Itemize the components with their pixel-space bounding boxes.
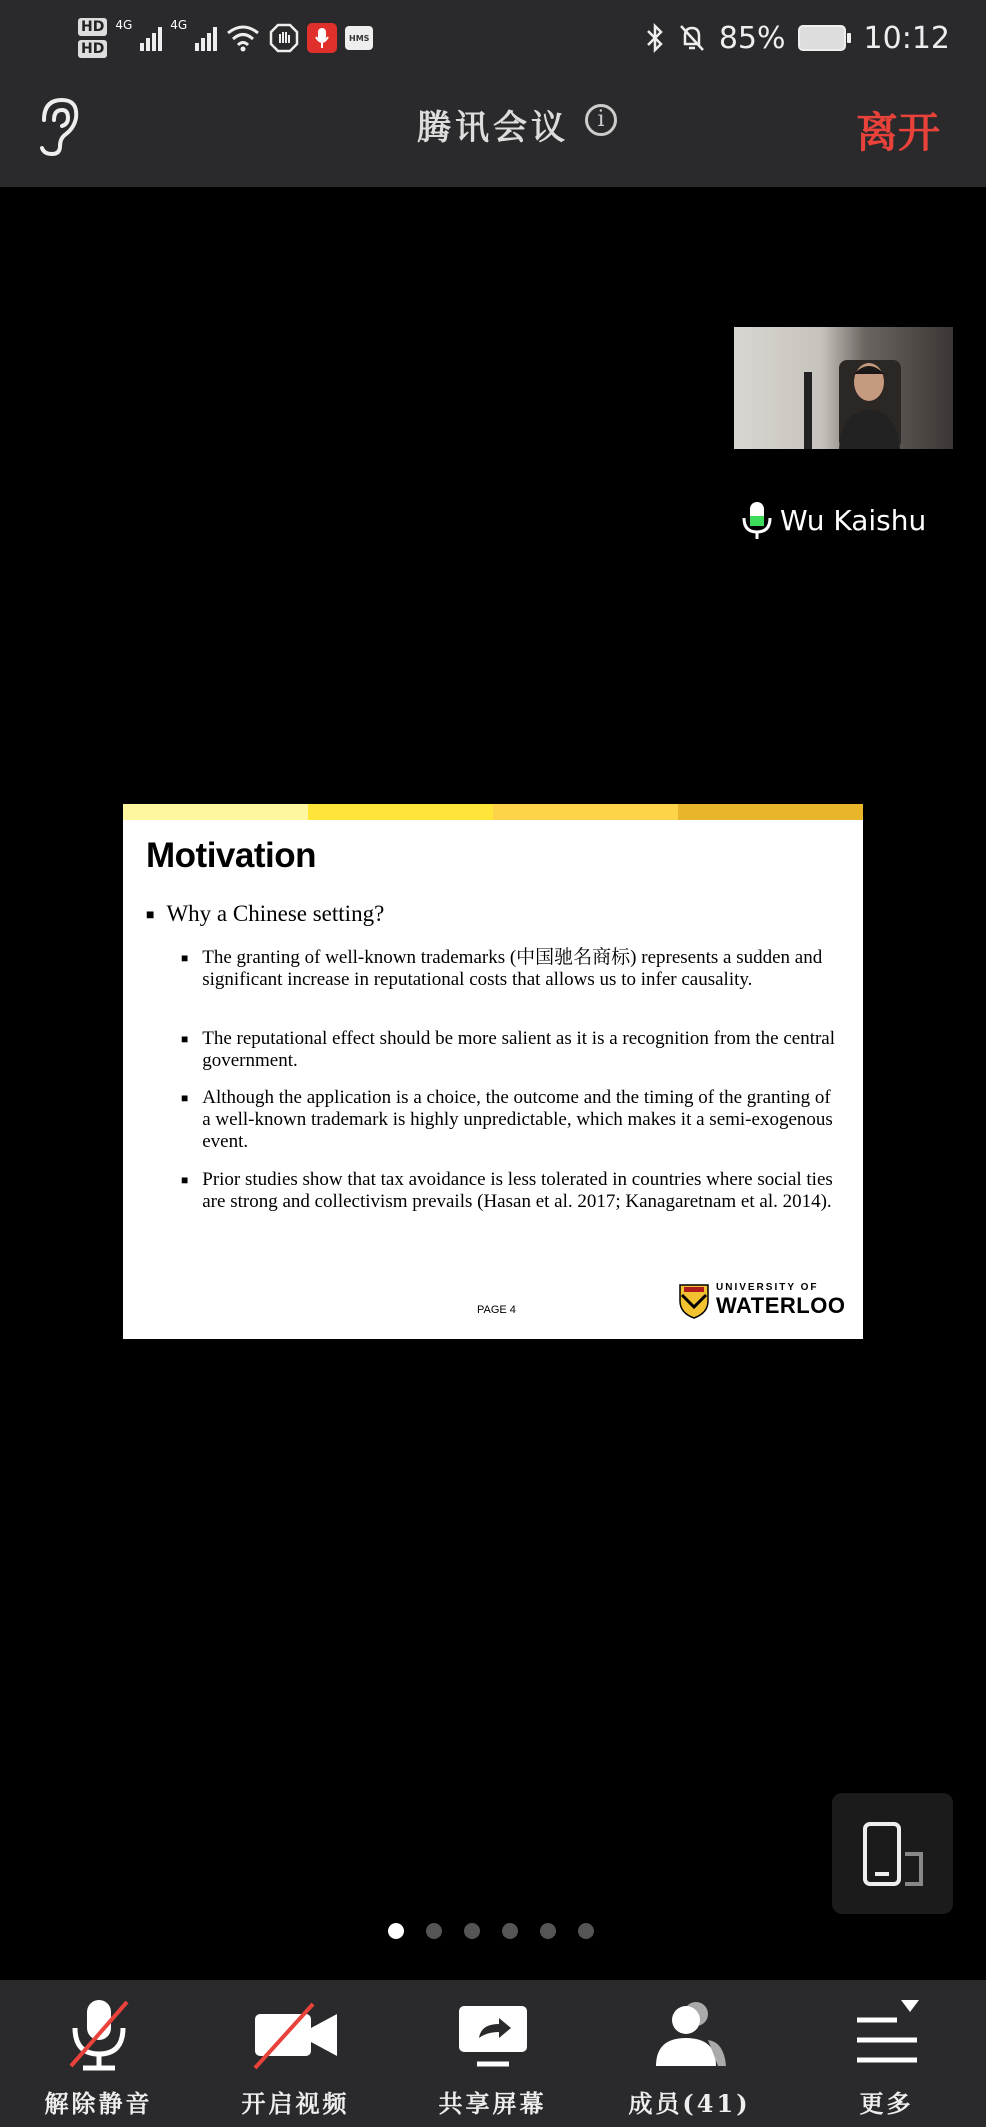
unmute-button[interactable] xyxy=(0,1980,197,2127)
camera-off-icon xyxy=(251,1994,341,2074)
hand-icon xyxy=(269,23,299,53)
shared-slide xyxy=(123,804,863,1339)
signal-icon xyxy=(195,25,217,51)
mic-recording-icon xyxy=(307,23,337,53)
hms-icon: HMS xyxy=(345,26,373,50)
switch-device-button[interactable] xyxy=(832,1793,953,1914)
stripe-segment xyxy=(123,804,308,820)
page-dot[interactable] xyxy=(464,1923,480,1939)
share-screen-label: 共享屏幕 xyxy=(438,2089,547,2118)
slide-bullet: ■ Why a Chinese setting? xyxy=(146,901,384,931)
bell-muted-icon xyxy=(677,22,707,54)
participant-avatar-image xyxy=(834,352,904,449)
slide-sub-bullet: ■ Prior studies show that tax avoidance is less tolerated in countries where social ties are strong and collectivism prevails (Hasan et al. 2017; Kanagaretnam et al. 2014). xyxy=(181,1169,841,1213)
hd-badge-2: HD xyxy=(78,40,107,58)
page-indicator xyxy=(388,1923,594,1939)
leave-button[interactable]: 离开 xyxy=(855,108,940,157)
bottom-toolbar xyxy=(0,1980,986,2127)
members-icon xyxy=(650,1994,730,2074)
wifi-icon xyxy=(225,23,261,53)
stripe-segment xyxy=(308,804,493,820)
hd-badge-1: HD xyxy=(78,18,107,36)
share-screen-button[interactable] xyxy=(394,1980,591,2127)
info-icon[interactable]: i xyxy=(585,104,617,136)
slide-title: Motivation xyxy=(146,836,316,875)
status-left-icons xyxy=(78,10,373,66)
battery-percent: 85% xyxy=(718,20,786,56)
page-dot[interactable] xyxy=(388,1923,404,1939)
network-type-2: 4G xyxy=(170,18,188,32)
slide-bullet-text: Why a Chinese setting? xyxy=(166,901,385,926)
more-label: 更多 xyxy=(859,2089,914,2118)
page-dot[interactable] xyxy=(578,1923,594,1939)
sub-bullet-text: The reputational effect should be more salient as it is a recognition from the central government. xyxy=(202,1028,836,1071)
battery-icon xyxy=(798,25,846,51)
bluetooth-icon xyxy=(645,22,665,54)
slide-top-stripe xyxy=(123,804,863,820)
page-dot[interactable] xyxy=(540,1923,556,1939)
more-button[interactable] xyxy=(788,1980,985,2127)
members-button[interactable] xyxy=(591,1980,788,2127)
clock: 10:12 xyxy=(863,20,950,56)
waterloo-logo xyxy=(678,1282,845,1319)
network-type-1: 4G xyxy=(115,18,133,32)
more-menu-icon xyxy=(847,1994,927,2074)
slide-sub-bullet: ■ Although the application is a choice, the outcome and the timing of the granting of a well-known trademark is highly unpredictable, which makes it a semi-exogenous event. xyxy=(181,1087,841,1153)
sub-bullet-text: The granting of well-known trademarks (中国驰名商标) represents a sudden and significant increase in reputational costs that allows us to infer causality. xyxy=(202,947,823,990)
waterloo-crest-icon xyxy=(678,1283,710,1319)
participant-video[interactable] xyxy=(734,327,953,449)
stripe-segment xyxy=(678,804,863,820)
share-screen-icon xyxy=(453,1994,533,2074)
slide-page-number: PAGE 4 xyxy=(477,1304,516,1316)
status-right-icons xyxy=(645,14,950,62)
mic-muted-icon xyxy=(59,1994,139,2074)
status-bar xyxy=(0,0,986,75)
unmute-label: 解除静音 xyxy=(44,2089,153,2118)
slide-sub-bullet: ■ The granting of well-known trademarks (中国驰名商标) represents a sudden and significant increase in reputational costs that allows us to infer causality. xyxy=(181,947,841,991)
logo-line1: UNIVERSITY OF xyxy=(716,1282,819,1293)
page-dot[interactable] xyxy=(502,1923,518,1939)
stripe-segment xyxy=(493,804,678,820)
start-video-button[interactable] xyxy=(197,1980,394,2127)
mic-active-icon xyxy=(740,500,774,540)
meeting-title: 腾讯会议 xyxy=(417,108,569,148)
page-dot[interactable] xyxy=(426,1923,442,1939)
video-background-object xyxy=(804,372,812,449)
participant-name-tag xyxy=(740,500,926,540)
participant-name: Wu Kaishu xyxy=(780,503,927,537)
logo-line2: WATERLOO xyxy=(716,1293,846,1318)
sub-bullet-text: Prior studies show that tax avoidance is less tolerated in countries where social ties are strong and collectivism prevails (Hasan et al. 2017; Kanagaretnam et al. 2014). xyxy=(202,1169,833,1212)
signal-icon xyxy=(140,25,162,51)
phone-rotate-icon xyxy=(861,1820,925,1888)
sub-bullet-text: Although the application is a choice, the outcome and the timing of the granting of a well-known trademark is highly unpredictable, which makes it a semi-exogenous event. xyxy=(202,1087,833,1152)
slide-sub-bullet: ■ The reputational effect should be more salient as it is a recognition from the central government. xyxy=(181,1028,841,1072)
members-label: 成员(41) xyxy=(628,2089,751,2118)
start-video-label: 开启视频 xyxy=(241,2089,350,2118)
